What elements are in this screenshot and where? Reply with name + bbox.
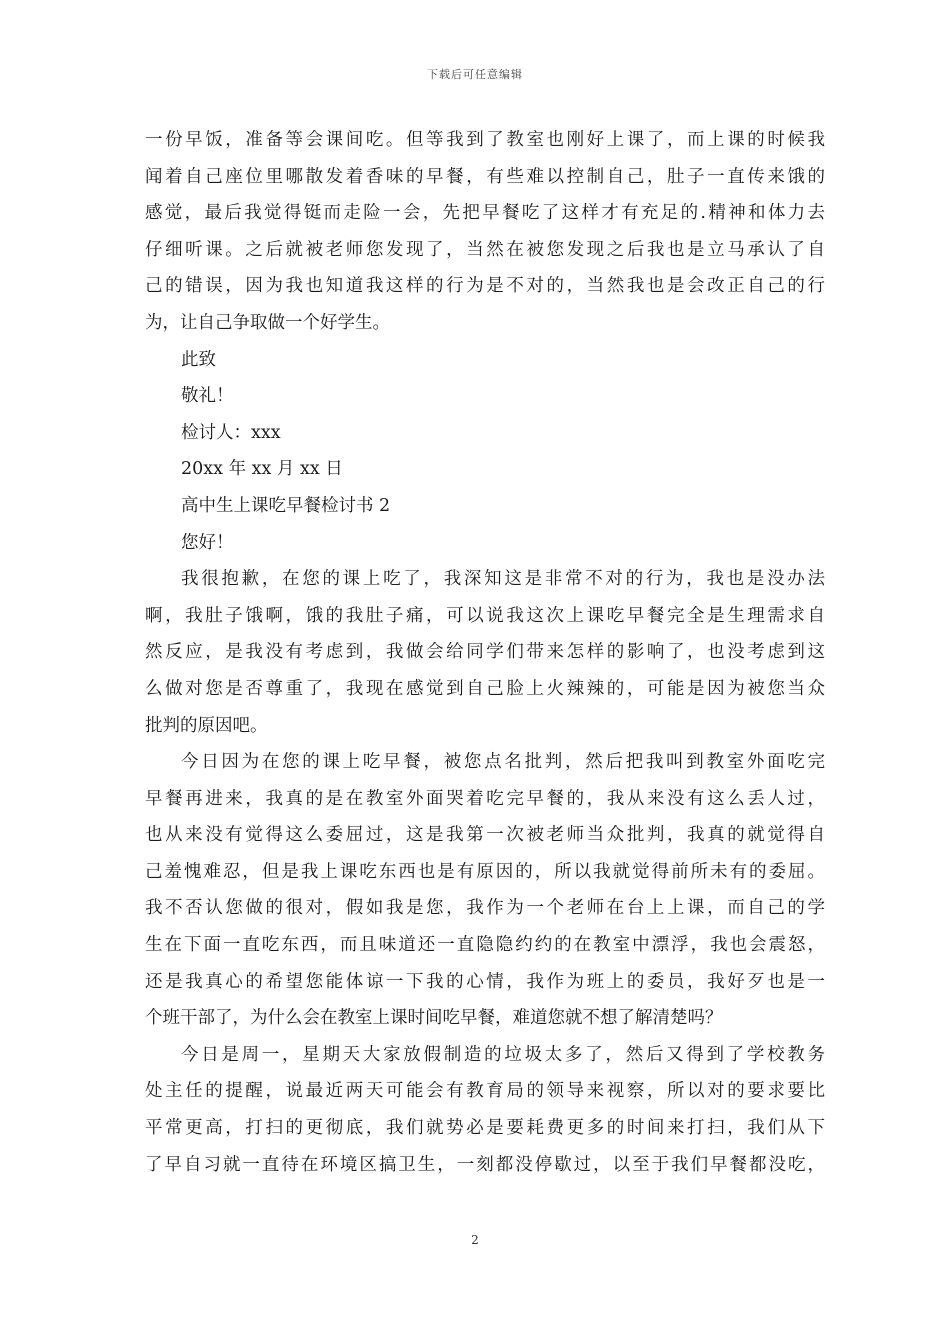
text-line: 今日因为在您的课上吃早餐，被您点名批判，然后把我叫到教室外面吃完: [181, 752, 825, 773]
text-line: 平常更高，打扫的更彻底，我们就势必是要耗费更多的时间来打扫，我们从下: [145, 1118, 825, 1139]
text-line: 啊，我肚子饿啊，饿的我肚子痛，可以说我这次上课吃早餐完全是生理需求自: [145, 605, 825, 626]
text-line: 一份早饭，准备等会课间吃。但等我到了教室也刚好上课了，而上课的时候我: [145, 130, 825, 150]
text-line: 早餐再进来，我真的是在教室外面哭着吃完早餐的，我从来没有这么丢人过，: [145, 788, 825, 809]
text-line: 么做对您是否尊重了，我现在感觉到自己脸上火辣辣的，可能是因为被您当众: [145, 678, 825, 699]
text-line: 生在下面一直吃东西，而且味道还一直隐隐约约的在教室中漂浮，我也会震怒，: [145, 935, 825, 956]
page-number: 2: [471, 1233, 479, 1247]
text-line: 此致: [181, 349, 216, 370]
text-line: 也从来没有觉得这么委屈过，这是我第一次被老师当众批判，我真的就觉得自: [145, 825, 825, 846]
text-line: 处主任的提醒，说最近两天可能会有教育局的领导来视察，所以对的要求要比: [145, 1081, 825, 1102]
text-line: 仔细听课。之后就被老师您发现了，当然在被您发现之后我也是立马承认了自: [145, 239, 825, 260]
text-line: 己羞愧难忍，但是我上课吃东西也是有原因的，所以我就觉得前所未有的委屈。: [145, 861, 825, 882]
text-line: 20xx 年 xx 月 xx 日: [181, 459, 343, 480]
text-line: 为，让自己争取做一个好学生。: [145, 312, 390, 333]
text-line: 了早自习就一直待在环境区搞卫生，一刻都没停歇过，以至于我们早餐都没吃，: [145, 1154, 825, 1175]
text-line: 我不否认您做的很对，假如我是您，我作为一个老师在台上上课，而自己的学: [145, 898, 825, 919]
text-line: 闻着自己座位里哪散发着香味的早餐，有些难以控制自己，肚子一直传来饿的: [145, 166, 825, 187]
text-line: 己的错误，因为我也知道我这样的行为是不对的，当然我也是会改正自己的行: [145, 276, 825, 297]
text-line: 感觉，最后我觉得铤而走险一会，先把早餐吃了这样才有充足的.精神和体力去: [145, 203, 825, 224]
document-body: [145, 122, 825, 1183]
text-line: 高中生上课吃早餐检讨书 2: [181, 495, 391, 516]
text-line: 今日是周一，星期天大家放假制造的垃圾太多了，然后又得到了学校教务: [181, 1044, 825, 1065]
text-line: 批判的原因吧。: [145, 715, 268, 736]
text-line: 您好！: [181, 532, 234, 553]
text-line: 还是我真心的希望您能体谅一下我的心情，我作为班上的委员，我好歹也是一: [145, 971, 825, 992]
text-line: 检讨人：xxx: [181, 422, 281, 443]
page-header: 下载后可任意编辑: [427, 68, 523, 81]
text-line: 敬礼！: [181, 386, 234, 407]
text-line: 然反应，是我没有考虑到，我做会给同学们带来怎样的影响了，也没考虑到这: [145, 642, 825, 663]
text-line: 个班干部了，为什么会在教室上课时间吃早餐，难道您就不想了解清楚吗？: [145, 1008, 723, 1029]
text-line: 我很抱歉，在您的课上吃了，我深知这是非常不对的行为，我也是没办法: [181, 569, 825, 590]
